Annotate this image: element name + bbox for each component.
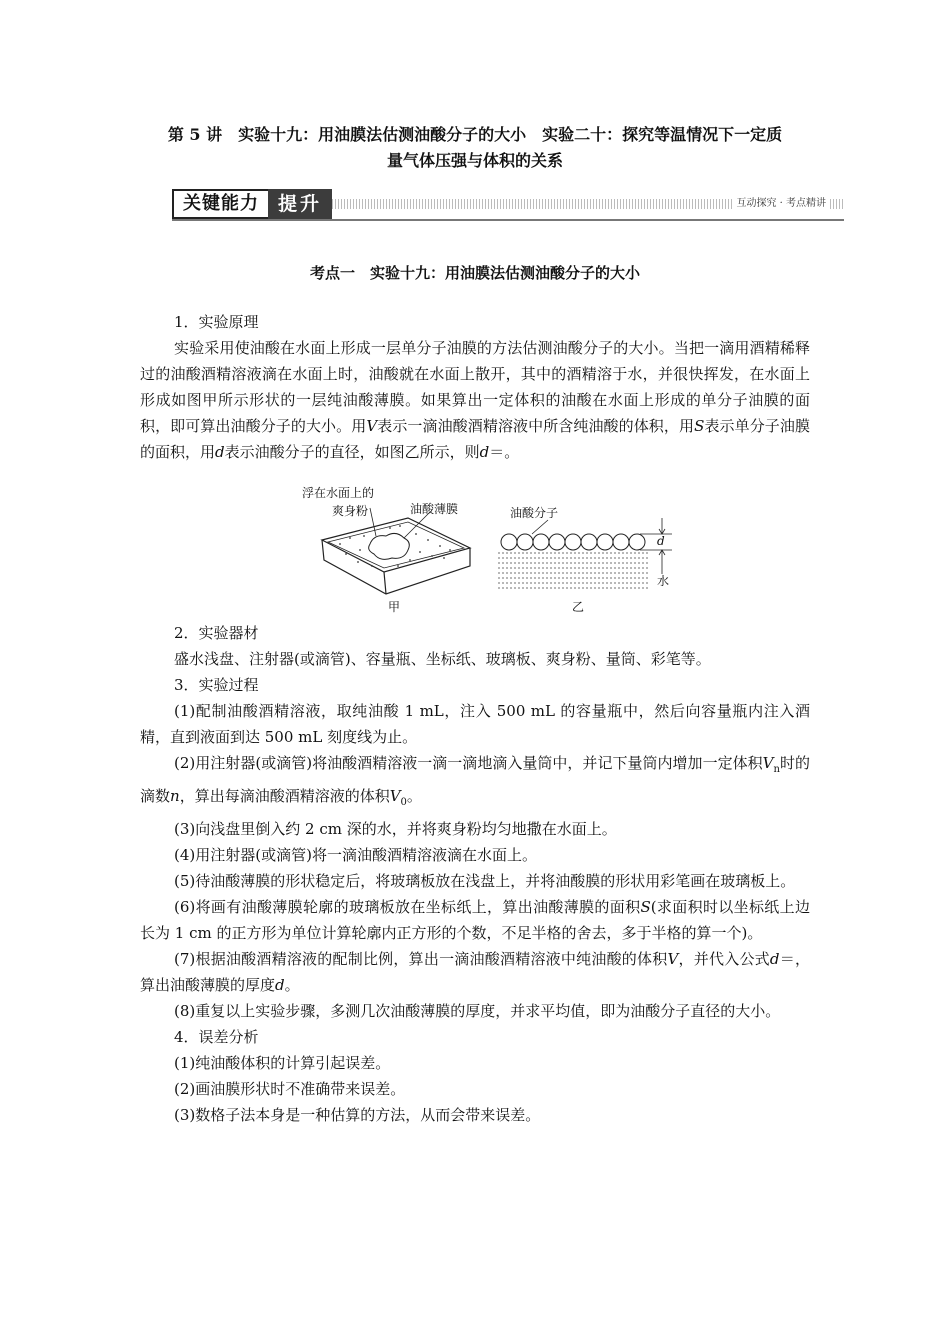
tray-top	[322, 518, 470, 572]
banner-label-right: 提升	[268, 189, 332, 219]
procedure-step-5: (5)待油酸薄膜的形状稳定后，将玻璃板放在浅盘上，并将油酸膜的形状用彩笔画在玻璃板上。	[174, 872, 796, 890]
label-water: 水	[657, 574, 670, 588]
error-item-2: (2)画油膜形状时不准确带来误差。	[174, 1080, 406, 1098]
procedure-step-6: (6)将画有油酸薄膜轮廓的玻璃板放在坐标纸上，算出油酸薄膜的面积S(求面积时以坐标纸上边长为 1 cm 的正方形为单位计算轮廓内正方形的个数，不足半格的舍去，多于半格的算一个)。	[140, 898, 810, 942]
section-heading: 考点一 实验十九：用油膜法估测油酸分子的大小	[309, 264, 640, 282]
label-molecule: 油酸分子	[510, 506, 559, 520]
title-line-1: 第 5 讲 实验十九：用油膜法估测油酸分子的大小 实验二十：探究等温情况下一定质	[167, 125, 783, 144]
page-title	[140, 122, 810, 174]
banner-tag: 互动探究 · 考点精讲	[732, 197, 830, 211]
tray-inner	[328, 522, 464, 568]
label-d: d	[657, 534, 665, 548]
error-item-3: (3)数格子法本身是一种估算的方法，从而会带来误差。	[174, 1106, 541, 1124]
procedure-step-7: (7)根据油酸酒精溶液的配制比例，算出一滴油酸酒精溶液中纯油酸的体积V，并代入公式d＝，算出油酸薄膜的厚度d。	[140, 950, 810, 994]
errors-heading: 4．误差分析	[174, 1028, 259, 1046]
procedure-step-1: (1)配制油酸酒精溶液，取纯油酸 1 mL，注入 500 mL 的容量瓶中，然后向容量瓶内注入酒精，直到液面到达 500 mL 刻度线为止。	[140, 702, 810, 746]
tray-diagram	[322, 508, 470, 594]
banner-label-left: 关键能力	[172, 189, 270, 219]
procedure-step-3: (3)向浅盘里倒入约 2 cm 深的水，并将爽身粉均匀地撒在水面上。	[174, 820, 617, 838]
leader-powder	[370, 508, 376, 536]
caption-a: 甲	[388, 600, 401, 614]
tray-corner	[384, 572, 386, 594]
oil-film-shape	[369, 533, 410, 559]
title-line-2: 量气体压强与体积的关系	[386, 151, 563, 170]
procedure-step-4: (4)用注射器(或滴管)将一滴油酸酒精溶液滴在水面上。	[174, 846, 537, 864]
equipment-heading: 2．实验器材	[174, 624, 259, 642]
caption-b: 乙	[572, 600, 585, 614]
principle-section	[140, 309, 810, 465]
equipment-section	[140, 620, 810, 1128]
molecule-row	[501, 534, 645, 550]
section-banner	[172, 187, 844, 221]
equipment-text: 盛水浅盘、注射器(或滴管)、容量瓶、坐标纸、玻璃板、爽身粉、量筒、彩笔等。	[174, 650, 711, 668]
label-powder-line1: 浮在水面上的	[302, 486, 375, 500]
procedure-step-2: (2)用注射器(或滴管)将油酸酒精溶液一滴一滴地滴入量筒中，并记下量筒内增加一定体积$V_n$时的滴数n，算出每滴油酸酒精溶液的体积$V_0$。	[140, 754, 810, 808]
banner-underline	[172, 219, 844, 221]
procedure-step-8: (8)重复以上实验步骤，多测几次油酸薄膜的厚度，并求平均值，即为油酸分子直径的大小。	[174, 1002, 781, 1020]
label-powder-line2: 爽身粉	[332, 504, 369, 518]
tray-sides	[322, 540, 470, 594]
figure	[300, 478, 690, 618]
error-item-1: (1)纯油酸体积的计算引起误差。	[174, 1054, 391, 1072]
principle-paragraph: 实验采用使油酸在水面上形成一层单分子油膜的方法估测油酸分子的大小。当把一滴用酒精稀释过的油酸酒精溶液滴在水面上时，油酸就在水面上散开，其中的酒精溶于水，并很快挥发，在水面上形成如图甲所示形状的一层纯油酸薄膜。如果算出一定体积的油酸在水面上形成的单分子油膜的面积，即可算出油酸分子的大小。用V表示一滴油酸酒精溶液中所含纯油酸的体积，用S表示单分子油膜的面积，用d表示油酸分子的直径，如图乙所示，则d＝。	[140, 339, 810, 461]
water-lines	[498, 553, 650, 588]
procedure-heading: 3．实验过程	[174, 676, 259, 694]
principle-heading: 1．实验原理	[174, 313, 259, 331]
label-oil-film: 油酸薄膜	[410, 502, 459, 516]
